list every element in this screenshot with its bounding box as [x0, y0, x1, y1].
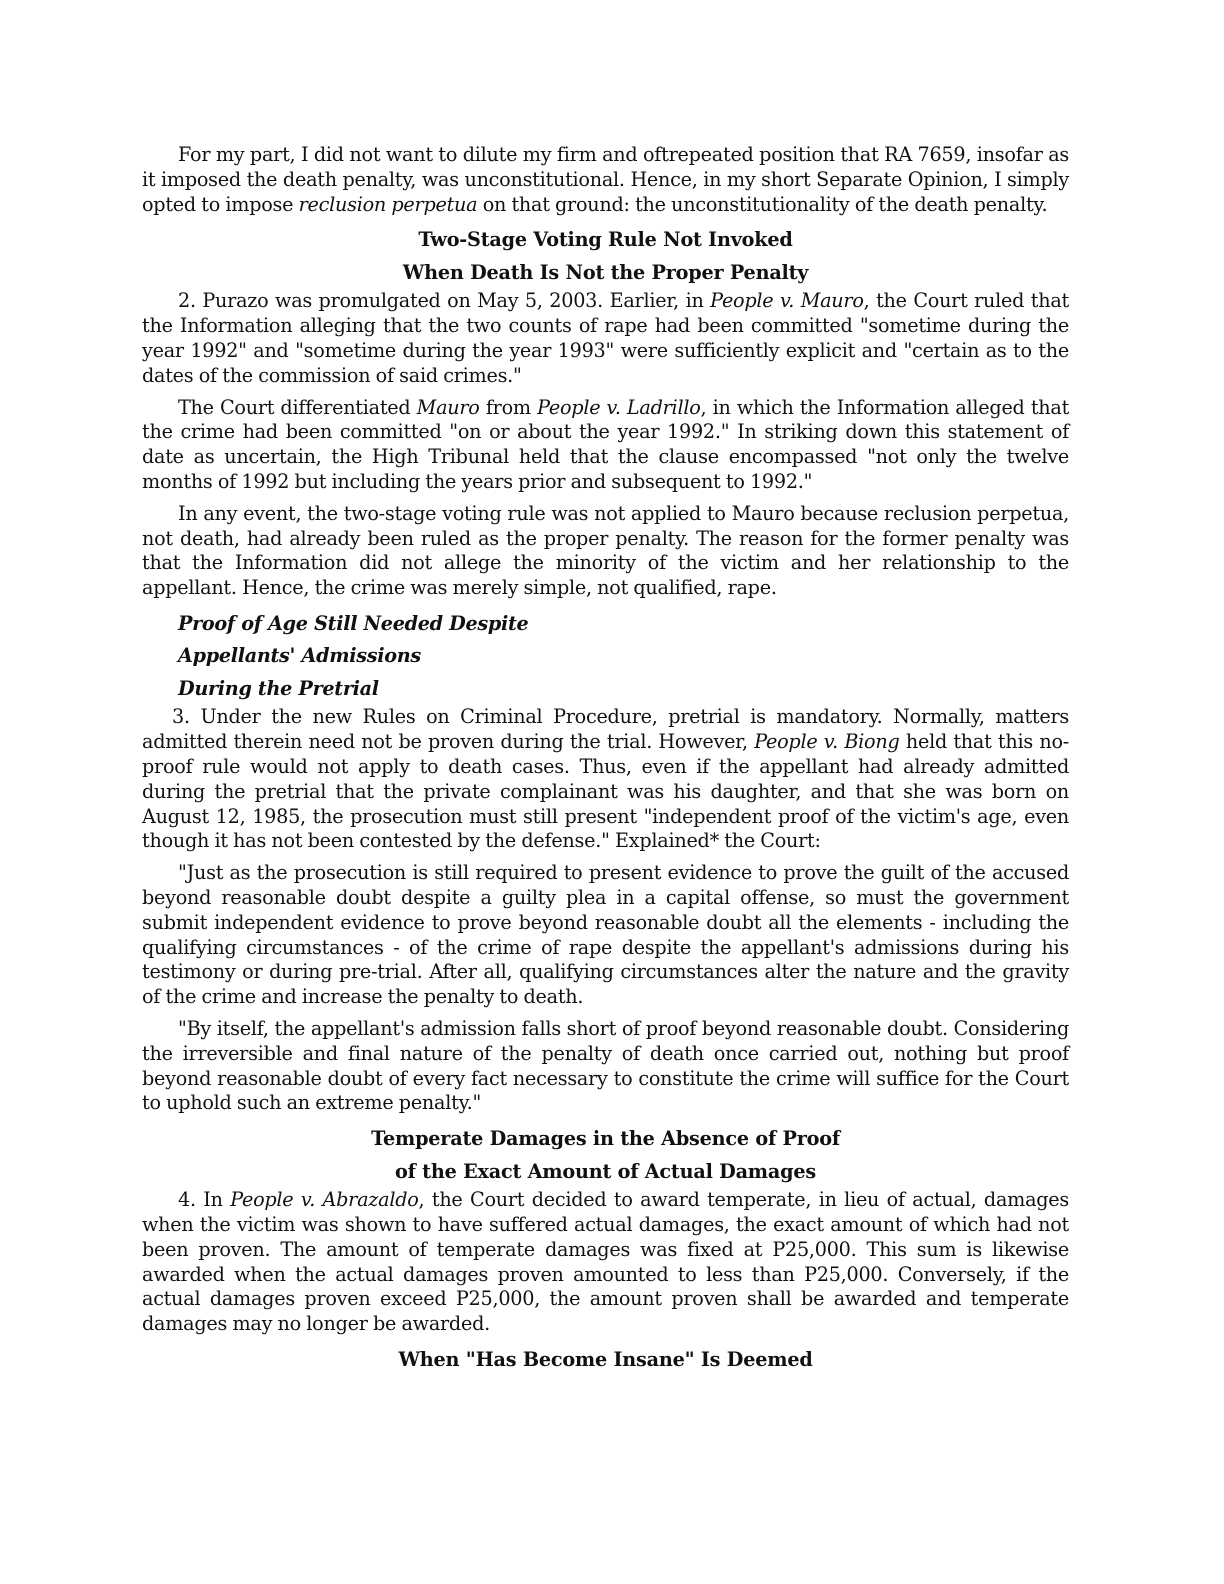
case-name: People v. Ladrillo	[537, 395, 701, 419]
text-run: held that this no-proof rule would not apply to death cases. Thus, even if the appellant had already admitted during the pretrial that the private complainant was his daughter, and that she was born on August 12, 1985, the prosecution must still present "independent proof of the victim's age, even though it has not been contested by the defense." Explained* the Court:	[142, 730, 1069, 853]
section-heading-insane	[142, 1344, 1069, 1377]
section-heading-line: During the Pretrial	[178, 676, 379, 700]
text-run: from	[479, 395, 538, 419]
case-name: Mauro	[416, 395, 480, 419]
paragraph-purazo	[142, 289, 1069, 388]
document-page	[142, 143, 1069, 1376]
paragraph-abrazaldo	[142, 1188, 1069, 1337]
text-run: "Just as the prosecution is still required to present evidence to prove the guilt of the accused beyond reasonable doubt despite a guilty plea in a capital offense, so must the government submit independent evidence to prove beyond reasonable doubt all the elements - including the qualifying circumstances - of the crime of rape despite the appellant's admissions during his testimony or during pre-trial. After all, qualifying circumstances alter the nature and the gravity of the crime and increase the penalty to death.	[142, 861, 1069, 1009]
section-heading-line: Proof of Age Still Needed Despite	[178, 611, 529, 635]
section-heading-line: Temperate Damages in the Absence of Proof	[371, 1127, 840, 1151]
text-run: 4. In	[178, 1188, 231, 1212]
case-name: People v. Biong	[754, 730, 900, 754]
italic-term: reclusion perpetua	[298, 192, 478, 216]
section-heading-line: When Death Is Not the Proper Penalty	[402, 260, 809, 284]
text-run: 3. Under the new Rules on Criminal Procedure, pretrial is mandatory. Normally, matters admitted therein need not be proven during the trial. However,	[142, 705, 1069, 754]
paragraph-quote-prosecution	[142, 861, 1069, 1010]
text-run: For my part, I did not want to dilute my firm and oftrepeated position that RA 7659, insofar as it imposed the death penalty, was unconstitutional. Hence, in my short Separate Opinion, I simply opted to impose	[142, 143, 1069, 216]
paragraph-biong	[142, 705, 1069, 854]
text-run: , in which the Information alleged that the crime had been committed "on or about the year 1992." In striking down this statement of date as uncertain, the High Tribunal held that the clause encompassed "not only the twelve months of 1992 but including the years prior and subsequent to 1992."	[142, 395, 1070, 493]
paragraph-quote-admission	[142, 1017, 1069, 1116]
text-run: on that ground: the unconstitutionality of the death penalty.	[477, 192, 1048, 216]
section-heading-temperate-damages	[142, 1123, 1069, 1188]
section-heading-proof-of-age	[142, 608, 1069, 706]
text-run: "By itself, the appellant's admission falls short of proof beyond reasonable doubt. Considering the irreversible and final nature of the penalty of death once carried out, nothing but proof beyond reasonable doubt of every fact necessary to constitute the crime will suffice for the Court to uphold such an extreme penalty."	[142, 1017, 1069, 1115]
paragraph-separate-opinion	[142, 143, 1069, 217]
text-run: The Court differentiated	[178, 395, 417, 419]
case-name: People v. Mauro	[710, 289, 864, 313]
section-heading-line: Two-Stage Voting Rule Not Invoked	[418, 228, 793, 252]
section-heading-line: When "Has Become Insane" Is Deemed	[398, 1347, 813, 1371]
case-name: People v. Abrazaldo	[230, 1188, 419, 1212]
text-run: , the Court decided to award temperate, in lieu of actual, damages when the victim was shown to have suffered actual damages, the exact amount of which had not been proven. The amount of temperate damages was fixed at P25,000. This sum is likewise awarded when the actual damages proven amounted to less than P25,000. Conversely, if the actual damages proven exceed P25,000, the amount proven shall be awarded and temperate damages may no longer be awarded.	[142, 1188, 1070, 1336]
text-run: In any event, the two-stage voting rule was not applied to Mauro because reclusion perpetua, not death, had already been ruled as the proper penalty. The reason for the former penalty was that the Information did not allege the minority of the victim and her relationship to the appellant. Hence, the crime was merely simple, not qualified, rape.	[142, 501, 1069, 600]
text-run: 2. Purazo was promulgated on May 5, 2003. Earlier, in	[178, 289, 711, 313]
section-heading-line: of the Exact Amount of Actual Damages	[395, 1159, 816, 1183]
paragraph-ladrillo	[142, 396, 1069, 495]
text-run: , the Court ruled that the Information alleging that the two counts of rape had been committed "sometime during the year 1992" and "sometime during the year 1993" were sufficiently explicit and "certain as to the dates of the commission of said crimes."	[142, 289, 1069, 387]
section-heading-line: Appellants' Admissions	[178, 644, 421, 668]
paragraph-mauro-penalty	[142, 502, 1069, 601]
section-heading-two-stage-voting	[142, 224, 1069, 289]
